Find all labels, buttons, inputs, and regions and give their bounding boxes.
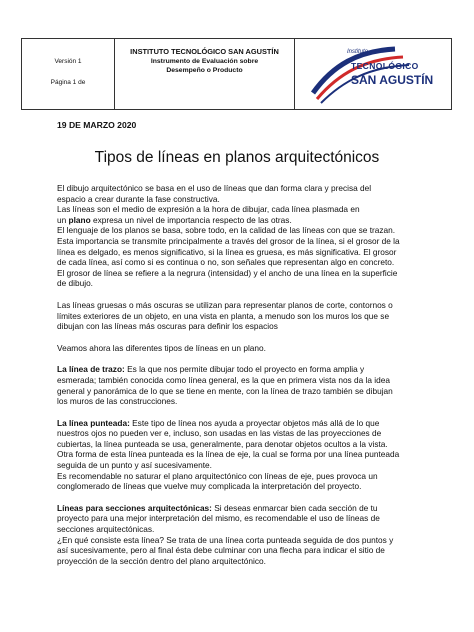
paragraph-line: cubiertas, la línea punteada se usa, generalmente, para denotar objetos ocultos a la vista. [57,438,388,449]
version-label: Versión 1 [54,58,82,65]
paragraph-line: La línea punteada: Este tipo de línea nos ayuda a proyectar objetos más allá de lo que [57,417,380,428]
paragraph-line: El dibujo arquitectónico se basa en el uso de líneas que dan forma clara y precisa del [57,183,372,193]
paragraph-line: Líneas para secciones arquitectónicas: Si deseas enmarcar bien cada sección de tu [57,502,378,513]
paragraph-line: conglomerado de líneas que vuelve muy complicada la interpretación del proyecto. [57,481,362,492]
document-title: Tipos de líneas en planos arquitectónicos [94,149,380,166]
paragraph-line: secciones arquitectónicas. [57,524,155,535]
paragraph-line: Las líneas gruesas o más oscuras se utilizan para representar planos de corte, contornos o [57,299,393,310]
paragraph-line: general y panorámica de lo que se tiene en mente, con la línea de trazo también se dibujan [57,385,393,396]
institution-logo [303,43,453,107]
paragraph-line: así sucesivamente, pero al final ésta debe culminar con una flecha para indicar el sitio de [57,545,385,556]
paragraph-line: Otra forma de esta línea punteada es la línea de eje, la cual se forma por una línea punteada [57,449,400,460]
paragraph-line: seguida de un punto y así sucesivamente. [57,460,212,471]
body-paragraph [57,503,429,567]
paragraph-line: espacio a crear durante la fase constructiva. [57,193,220,204]
paragraph-line: un plano expresa un nivel de importancia respecto de las otras. [57,214,292,225]
header-center-cell [115,39,295,109]
paragraph-line: El lenguaje de los planos se basa, sobre todo, en la calidad de las líneas con que se trazan. [57,225,396,236]
body-paragraph [57,364,429,406]
logo-middle-text: TECNOLÓGICO [351,61,419,71]
paragraph-line: La línea de trazo: Es la que nos permite dibujar todo el proyecto en forma amplia y [57,364,365,375]
paragraph-line: proyección de la sección dentro del plano arquitectónico. [57,555,266,566]
body-paragraph [57,343,429,354]
paragraph-line: Esta importancia se transmite principalmente a través del grosor de la línea, si el grosor de la [57,235,400,246]
body-paragraph [57,418,429,492]
instrument-line-1: Instrumento de Evaluación sobre [150,58,259,65]
header-logo-cell [295,39,451,109]
paragraph-line: línea es delgado, es menos significativo, si la línea es gruesa, es más significativa. El grosor [57,246,397,257]
header-left-cell [22,39,115,109]
paragraph-line: dibujan con las líneas más oscuras para definir los espacios [57,321,278,332]
paragraph-line: nuestros ojos no pueden ver e, incluso, son usadas en las vistas de las proyecciones de [57,428,382,439]
paragraph-line: límites exteriores de un objeto, en una vista en planta, a menudo son los muros los que se [57,310,390,321]
document-body [57,183,429,566]
paragraph-line: de cada línea, así como si es continua o no, son señales que representan algo en concreto. [57,257,395,268]
document-header-table [21,38,452,110]
paragraph-line: Es recomendable no saturar el plano arquitectónico con líneas de eje, pues provoca un [57,470,378,481]
paragraph-line: Las líneas son el medio de expresión a la hora de dibujar, cada línea plasmada en [57,204,360,215]
paragraph-line: esmerada; también conocida como línea general, es la que en primera vista nos da la idea [57,374,390,385]
paragraph-line: El grosor de línea se refiere a la negrura (intensidad) y el ancho de una línea en la superficie [57,267,398,278]
paragraph-line: ¿En qué consiste esta línea? Se trata de una línea corta punteada seguida de dos puntos y [57,534,394,545]
paragraph-line: proyecto para una mejor interpretación del mismo, es recomendable el uso de líneas de [57,513,380,524]
logo-top-text: Instituto [347,49,369,55]
document-date: 19 DE MARZO 2020 [57,120,137,130]
body-paragraph [57,183,429,289]
instrument-line-2: Desempeño o Producto [166,67,243,74]
paragraph-line: Veamos ahora las diferentes tipos de líneas en un plano. [57,342,266,353]
paragraph-line: los muros de las construcciones. [57,396,178,407]
body-paragraph [57,300,429,332]
paragraph-line: de dibujo. [57,278,93,289]
page-label: Página 1 de [50,79,86,86]
institution-name: INSTITUTO TECNOLÓGICO SAN AGUSTÍN [130,47,279,56]
logo-bottom-text: SAN AGUSTÍN [351,73,434,87]
